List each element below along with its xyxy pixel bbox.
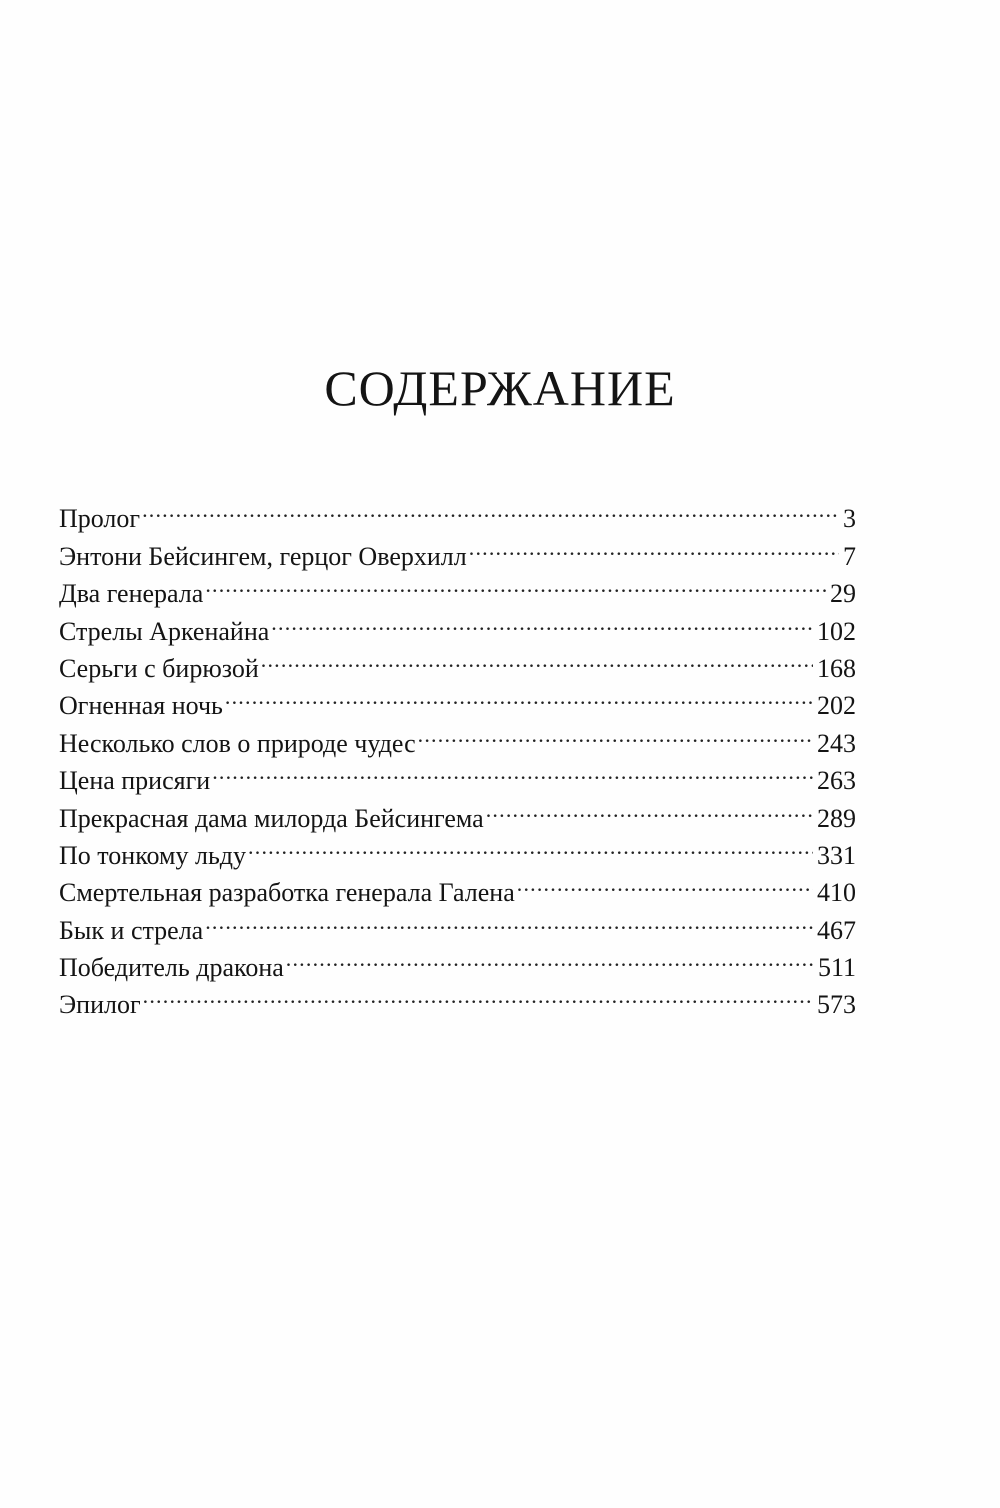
toc-entry-page-number: 263 xyxy=(817,766,856,796)
toc-dot-leader xyxy=(517,864,813,901)
toc-entry-page-number: 511 xyxy=(817,953,856,983)
toc-entry-title: Два генерала xyxy=(59,579,204,609)
toc-dot-leader xyxy=(418,714,813,751)
toc-entry-page-number: 410 xyxy=(817,878,856,908)
toc-entry-title: Энтони Бейсингем, герцог Оверхилл xyxy=(59,541,467,571)
toc-dot-leader xyxy=(286,939,814,976)
toc-entry-title: Победитель дракона xyxy=(59,953,284,983)
toc-entry-title: Смертельная разработка генерала Галена xyxy=(59,878,515,908)
toc-entry-title: По тонкому льду xyxy=(59,840,247,870)
toc-entry-page-number: 573 xyxy=(817,990,856,1020)
toc-dot-leader xyxy=(212,752,813,789)
toc-dot-leader xyxy=(142,490,839,527)
toc-entry-page-number: 243 xyxy=(817,728,856,758)
page-title: СОДЕРЖАНИЕ xyxy=(324,360,676,416)
toc-entry-page-number: 29 xyxy=(830,579,856,609)
toc-entry-page-number: 7 xyxy=(843,541,856,571)
toc-entry-page-number: 467 xyxy=(817,915,856,945)
toc-entry-title: Серьги с бирюзой xyxy=(59,653,259,683)
toc-entry-title: Эпилог xyxy=(59,990,141,1020)
toc-dot-leader xyxy=(248,827,813,864)
toc-entry-page-number: 3 xyxy=(843,504,856,534)
toc-dot-leader xyxy=(271,602,813,639)
toc-entry xyxy=(59,527,856,571)
toc-entry-title: Несколько слов о природе чудес xyxy=(59,728,416,758)
toc-entry-title: Огненная ночь xyxy=(59,691,223,721)
toc-entry-title: Пролог xyxy=(59,504,141,534)
toc-entry-title: Бык и стрела xyxy=(59,915,204,945)
toc-dot-leader xyxy=(225,677,813,714)
toc-dot-leader xyxy=(143,976,813,1013)
toc-entry-page-number: 202 xyxy=(817,691,856,721)
toc-dot-leader xyxy=(205,901,813,938)
toc-dot-leader xyxy=(261,640,813,677)
toc-entry-page-number: 331 xyxy=(817,840,856,870)
toc-entry-page-number: 168 xyxy=(817,653,856,683)
toc-entry xyxy=(59,490,856,534)
toc-dot-leader xyxy=(486,789,813,826)
toc-dot-leader xyxy=(205,565,826,602)
toc-entry-title: Цена присяги xyxy=(59,766,211,796)
toc-entry-page-number: 289 xyxy=(817,803,856,833)
toc-dot-leader xyxy=(469,527,839,564)
toc-entry xyxy=(59,976,856,1020)
toc-entry-page-number: 102 xyxy=(817,616,856,646)
table-of-contents xyxy=(59,490,856,1020)
toc-entry-title: Прекрасная дама милорда Бейсингема xyxy=(59,803,484,833)
toc-entry-title: Стрелы Аркенайна xyxy=(59,616,270,646)
